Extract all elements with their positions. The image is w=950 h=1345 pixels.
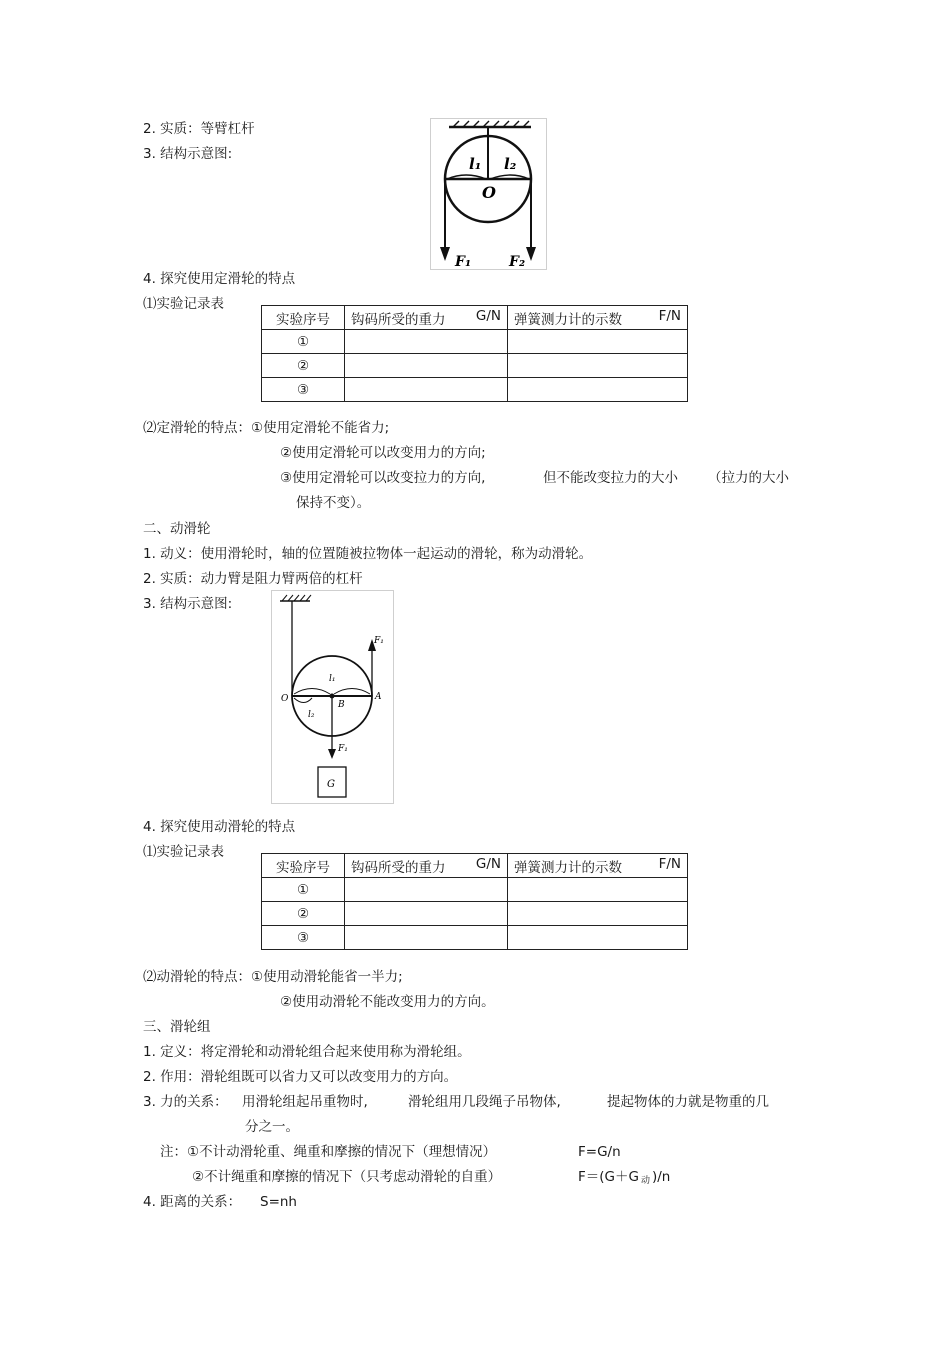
movable-diagram-l2: l₂ <box>308 710 315 720</box>
movable-table-label: ⑴实验记录表 <box>143 844 224 860</box>
block-definition: 1. 定义：将定滑轮和动滑轮组合起来使用称为滑轮组。 <box>143 1044 471 1060</box>
block-note-1-formula: F=G/n <box>578 1144 621 1160</box>
block-heading: 三、滑轮组 <box>143 1019 211 1035</box>
block-note-2-formula: F＝(G＋G 动 )/n <box>578 1169 671 1186</box>
fixed-explore-heading: 4. 探究使用定滑轮的特点 <box>143 271 296 287</box>
movable-diagram-f1-bottom: F₁ <box>338 744 348 754</box>
fixed-feature-3d: 保持不变）。 <box>296 495 371 511</box>
movable-heading: 二、动滑轮 <box>143 521 211 537</box>
table-row: ③ <box>262 926 688 950</box>
movable-diagram-g: G <box>327 779 335 790</box>
col-force-header: 弹簧测力计的示数 F/N <box>508 854 688 878</box>
block-note-1: 注：①不计动滑轮重、绳重和摩擦的情况下（理想情况） <box>160 1144 497 1160</box>
col-weight-header: 钩码所受的重力 G/N <box>345 854 508 878</box>
movable-diagram-l1: l₁ <box>329 674 336 684</box>
col-index-header: 实验序号 <box>262 306 345 330</box>
fixed-feature-3a: ③使用定滑轮可以改变拉力的方向, <box>280 470 486 486</box>
block-note-2: ②不计绳重和摩擦的情况下（只考虑动滑轮的自重） <box>192 1169 502 1185</box>
fixed-diagram-f2: F₂ <box>509 254 526 269</box>
fixed-diagram-l1: l₁ <box>469 155 482 173</box>
fixed-pulley-diagram <box>430 118 547 270</box>
movable-essence: 2. 实质：动力臂是阻力臂两倍的杠杆 <box>143 571 363 587</box>
fixed-record-table <box>261 305 688 402</box>
movable-explore-heading: 4. 探究使用动滑轮的特点 <box>143 819 296 835</box>
table-header-row <box>262 854 688 878</box>
block-function: 2. 作用：滑轮组既可以省力又可以改变用力的方向。 <box>143 1069 458 1085</box>
block-force-text-d: 分之一。 <box>245 1119 299 1135</box>
fixed-feature-1: ⑵定滑轮的特点：①使用定滑轮不能省力; <box>143 420 390 436</box>
table-row: ② <box>262 354 688 378</box>
table-row: ② <box>262 902 688 926</box>
movable-record-table <box>261 853 688 950</box>
table-row: ① <box>262 330 688 354</box>
table-header-row <box>262 306 688 330</box>
col-weight-header: 钩码所受的重力 G/N <box>345 306 508 330</box>
fixed-diagram-f1: F₁ <box>455 254 472 269</box>
fixed-feature-2: ②使用定滑轮可以改变用力的方向; <box>280 445 486 461</box>
movable-structure-label: 3. 结构示意图: <box>143 596 233 612</box>
col-force-header: 弹簧测力计的示数 F/N <box>508 306 688 330</box>
table-row: ① <box>262 878 688 902</box>
block-distance-label: 4. 距离的关系： <box>143 1194 242 1210</box>
block-force-label: 3. 力的关系： <box>143 1094 228 1110</box>
fixed-diagram-o: O <box>482 183 496 202</box>
movable-diagram-b: B <box>338 700 345 710</box>
movable-diagram-f1-top: F₁ <box>374 636 384 646</box>
fixed-essence: 2. 实质：等臂杠杆 <box>143 121 255 137</box>
fixed-structure-label: 3. 结构示意图: <box>143 146 233 162</box>
fixed-table-label: ⑴实验记录表 <box>143 296 224 312</box>
block-distance-formula: S=nh <box>260 1194 297 1210</box>
fixed-feature-3c: （拉力的大小 <box>708 470 789 486</box>
fixed-feature-3b: 但不能改变拉力的大小 <box>543 470 678 486</box>
movable-pulley-diagram <box>271 590 394 804</box>
block-force-text-a: 用滑轮组起吊重物时, <box>242 1094 368 1110</box>
movable-feature-2: ②使用动滑轮不能改变用力的方向。 <box>280 994 495 1010</box>
col-index-header: 实验序号 <box>262 854 345 878</box>
block-force-text-b: 滑轮组用几段绳子吊物体, <box>408 1094 561 1110</box>
block-force-text-c: 提起物体的力就是物重的几 <box>607 1094 769 1110</box>
movable-diagram-o: O <box>281 694 289 704</box>
fixed-diagram-l2: l₂ <box>504 155 517 173</box>
movable-feature-1: ⑵动滑轮的特点：①使用动滑轮能省一半力; <box>143 969 403 985</box>
table-row: ③ <box>262 378 688 402</box>
movable-diagram-a: A <box>375 692 382 702</box>
movable-definition: 1. 动义：使用滑轮时，轴的位置随被拉物体一起运动的滑轮，称为动滑轮。 <box>143 546 593 562</box>
